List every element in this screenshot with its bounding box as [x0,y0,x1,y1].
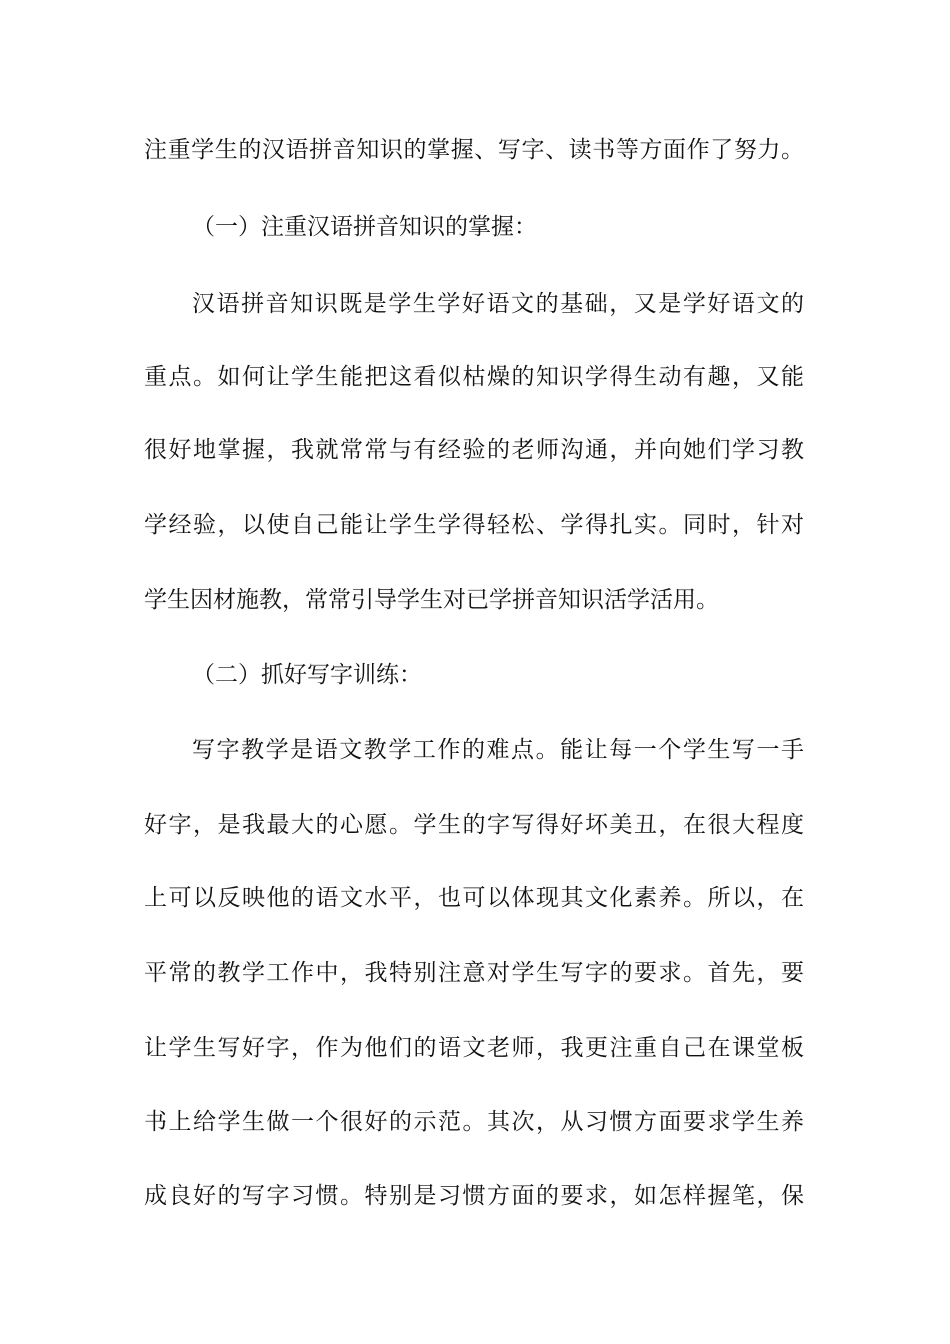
section-heading: （二）抓好写字训练： [192,662,422,688]
paragraph-line: 学生因材施教，常常引导学生对已学拼音知识活学活用。 [144,587,719,613]
paragraph-line: 平常的教学工作中，我特别注意对学生写字的要求。首先，要 [144,960,804,986]
paragraph-line: 书上给学生做一个很好的示范。其次，从习惯方面要求学生养 [144,1109,804,1135]
paragraph-line: 写字教学是语文教学工作的难点。能让每一个学生写一手 [192,737,804,763]
paragraph-line: 好字，是我最大的心愿。学生的字写得好坏美丑，在很大程度 [144,812,804,838]
paragraph-line: 学经验，以使自己能让学生学得轻松、学得扎实。同时，针对 [144,512,804,538]
paragraph-line: 上可以反映他的语文水平，也可以体现其文化素养。所以，在 [144,885,804,911]
paragraph-line: 成良好的写字习惯。特别是习惯方面的要求，如怎样握笔，保 [144,1183,804,1209]
paragraph-line: 很好地掌握，我就常常与有经验的老师沟通，并向她们学习教 [144,437,804,463]
paragraph-line: 重点。如何让学生能把这看似枯燥的知识学得生动有趣，又能 [144,364,804,390]
section-heading: （一）注重汉语拼音知识的掌握： [192,214,537,240]
paragraph-line: 让学生写好字，作为他们的语文老师，我更注重自己在课堂板 [144,1035,804,1061]
paragraph-line: 注重学生的汉语拼音知识的掌握、写字、读书等方面作了努力。 [144,137,804,163]
paragraph-line: 汉语拼音知识既是学生学好语文的基础，又是学好语文的 [192,291,804,317]
